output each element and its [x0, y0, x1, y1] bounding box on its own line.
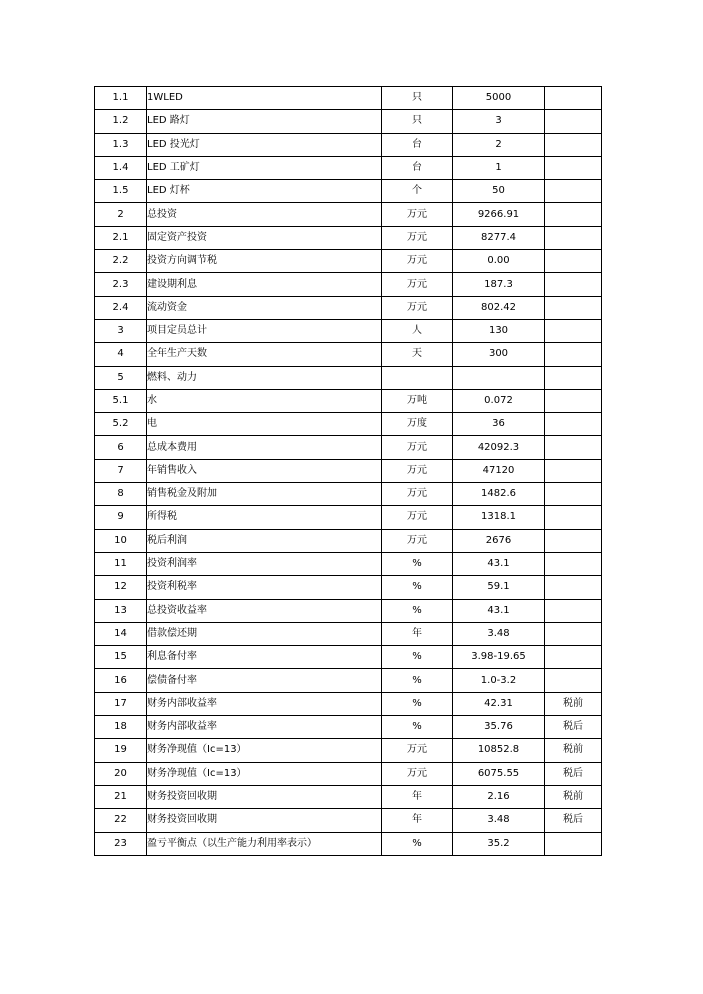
note-cell: 税后: [545, 762, 602, 785]
table-row: [95, 436, 602, 459]
item-name-cell: 建设期利息: [147, 273, 382, 296]
note-cell: [545, 226, 602, 249]
unit-cell: %: [382, 576, 453, 599]
note-cell: [545, 413, 602, 436]
note-cell: [545, 832, 602, 855]
value-cell: 35.76: [453, 716, 545, 739]
table-row: [95, 669, 602, 692]
value-cell: 0.00: [453, 250, 545, 273]
row-number-cell: 1.5: [95, 180, 147, 203]
unit-cell: 万元: [382, 436, 453, 459]
note-cell: 税前: [545, 785, 602, 808]
table-row: [95, 506, 602, 529]
note-cell: [545, 156, 602, 179]
unit-cell: %: [382, 552, 453, 575]
unit-cell: 万度: [382, 413, 453, 436]
unit-cell: 万元: [382, 226, 453, 249]
item-name-cell: 财务投资回收期: [147, 809, 382, 832]
value-cell: 3.48: [453, 809, 545, 832]
table-row: [95, 273, 602, 296]
row-number-cell: 7: [95, 459, 147, 482]
unit-cell: 只: [382, 87, 453, 110]
row-number-cell: 2.1: [95, 226, 147, 249]
table-row: [95, 296, 602, 319]
unit-cell: 人: [382, 319, 453, 342]
note-cell: [545, 250, 602, 273]
table-row: [95, 646, 602, 669]
value-cell: 802.42: [453, 296, 545, 319]
item-name-cell: 总成本费用: [147, 436, 382, 459]
value-cell: 5000: [453, 87, 545, 110]
unit-cell: 天: [382, 343, 453, 366]
row-number-cell: 13: [95, 599, 147, 622]
value-cell: 1318.1: [453, 506, 545, 529]
table-row: [95, 692, 602, 715]
row-number-cell: 8: [95, 483, 147, 506]
value-cell: 50: [453, 180, 545, 203]
table-row: [95, 343, 602, 366]
unit-cell: 只: [382, 110, 453, 133]
table-row: [95, 762, 602, 785]
row-number-cell: 1.4: [95, 156, 147, 179]
table-row: [95, 785, 602, 808]
value-cell: 42092.3: [453, 436, 545, 459]
table-row: [95, 529, 602, 552]
note-cell: [545, 366, 602, 389]
row-number-cell: 9: [95, 506, 147, 529]
row-number-cell: 17: [95, 692, 147, 715]
table-row: [95, 366, 602, 389]
note-cell: 税后: [545, 716, 602, 739]
table-row: [95, 413, 602, 436]
note-cell: 税前: [545, 739, 602, 762]
value-cell: 36: [453, 413, 545, 436]
row-number-cell: 18: [95, 716, 147, 739]
value-cell: 2: [453, 133, 545, 156]
table-row: [95, 226, 602, 249]
unit-cell: 年: [382, 785, 453, 808]
row-number-cell: 1.2: [95, 110, 147, 133]
table-row: [95, 180, 602, 203]
unit-cell: %: [382, 646, 453, 669]
note-cell: [545, 436, 602, 459]
note-cell: 税前: [545, 692, 602, 715]
row-number-cell: 12: [95, 576, 147, 599]
row-number-cell: 1.1: [95, 87, 147, 110]
row-number-cell: 6: [95, 436, 147, 459]
row-number-cell: 22: [95, 809, 147, 832]
unit-cell: 万元: [382, 273, 453, 296]
table-row: [95, 87, 602, 110]
row-number-cell: 5: [95, 366, 147, 389]
note-cell: [545, 296, 602, 319]
row-number-cell: 3: [95, 319, 147, 342]
unit-cell: 万元: [382, 506, 453, 529]
item-name-cell: LED 灯杯: [147, 180, 382, 203]
item-name-cell: 财务投资回收期: [147, 785, 382, 808]
note-cell: [545, 273, 602, 296]
value-cell: 130: [453, 319, 545, 342]
note-cell: [545, 622, 602, 645]
note-cell: [545, 343, 602, 366]
unit-cell: 年: [382, 622, 453, 645]
row-number-cell: 5.2: [95, 413, 147, 436]
note-cell: [545, 180, 602, 203]
item-name-cell: 1WLED: [147, 87, 382, 110]
value-cell: 2676: [453, 529, 545, 552]
item-name-cell: 盈亏平衡点（以生产能力利用率表示）: [147, 832, 382, 855]
value-cell: 0.072: [453, 389, 545, 412]
unit-cell: %: [382, 692, 453, 715]
unit-cell: 万元: [382, 762, 453, 785]
note-cell: [545, 389, 602, 412]
unit-cell: 万元: [382, 483, 453, 506]
table-row: [95, 203, 602, 226]
unit-cell: 万元: [382, 203, 453, 226]
value-cell: 3.48: [453, 622, 545, 645]
unit-cell: %: [382, 599, 453, 622]
note-cell: [545, 646, 602, 669]
item-name-cell: 税后利润: [147, 529, 382, 552]
table-row: [95, 110, 602, 133]
row-number-cell: 23: [95, 832, 147, 855]
table-row: [95, 809, 602, 832]
note-cell: [545, 87, 602, 110]
value-cell: 8277.4: [453, 226, 545, 249]
unit-cell: [382, 366, 453, 389]
row-number-cell: 2.2: [95, 250, 147, 273]
item-name-cell: 所得税: [147, 506, 382, 529]
table-row: [95, 599, 602, 622]
row-number-cell: 21: [95, 785, 147, 808]
note-cell: 税后: [545, 809, 602, 832]
note-cell: [545, 319, 602, 342]
unit-cell: %: [382, 669, 453, 692]
row-number-cell: 2: [95, 203, 147, 226]
table-row: [95, 389, 602, 412]
table-row: [95, 576, 602, 599]
table-row: [95, 622, 602, 645]
value-cell: 42.31: [453, 692, 545, 715]
value-cell: 187.3: [453, 273, 545, 296]
item-name-cell: 利息备付率: [147, 646, 382, 669]
unit-cell: 万吨: [382, 389, 453, 412]
value-cell: 10852.8: [453, 739, 545, 762]
unit-cell: 台: [382, 156, 453, 179]
note-cell: [545, 483, 602, 506]
table-row: [95, 739, 602, 762]
row-number-cell: 16: [95, 669, 147, 692]
row-number-cell: 14: [95, 622, 147, 645]
table-row: [95, 552, 602, 575]
note-cell: [545, 669, 602, 692]
row-number-cell: 2.4: [95, 296, 147, 319]
row-number-cell: 15: [95, 646, 147, 669]
row-number-cell: 19: [95, 739, 147, 762]
unit-cell: 年: [382, 809, 453, 832]
item-name-cell: 财务内部收益率: [147, 716, 382, 739]
item-name-cell: 借款偿还期: [147, 622, 382, 645]
item-name-cell: LED 路灯: [147, 110, 382, 133]
value-cell: 47120: [453, 459, 545, 482]
table-row: [95, 156, 602, 179]
unit-cell: 万元: [382, 250, 453, 273]
item-name-cell: 电: [147, 413, 382, 436]
item-name-cell: 销售税金及附加: [147, 483, 382, 506]
unit-cell: 万元: [382, 529, 453, 552]
item-name-cell: 固定资产投资: [147, 226, 382, 249]
note-cell: [545, 576, 602, 599]
note-cell: [545, 506, 602, 529]
table-row: [95, 716, 602, 739]
row-number-cell: 10: [95, 529, 147, 552]
value-cell: 43.1: [453, 599, 545, 622]
row-number-cell: 1.3: [95, 133, 147, 156]
row-number-cell: 11: [95, 552, 147, 575]
value-cell: 1: [453, 156, 545, 179]
item-name-cell: 燃料、动力: [147, 366, 382, 389]
unit-cell: 万元: [382, 296, 453, 319]
row-number-cell: 4: [95, 343, 147, 366]
note-cell: [545, 529, 602, 552]
unit-cell: 台: [382, 133, 453, 156]
item-name-cell: LED 投光灯: [147, 133, 382, 156]
item-name-cell: 全年生产天数: [147, 343, 382, 366]
note-cell: [545, 459, 602, 482]
item-name-cell: 项目定员总计: [147, 319, 382, 342]
row-number-cell: 2.3: [95, 273, 147, 296]
value-cell: 35.2: [453, 832, 545, 855]
table-row: [95, 319, 602, 342]
note-cell: [545, 599, 602, 622]
row-number-cell: 5.1: [95, 389, 147, 412]
value-cell: 1.0-3.2: [453, 669, 545, 692]
note-cell: [545, 552, 602, 575]
note-cell: [545, 110, 602, 133]
economic-indicators-table: [94, 86, 602, 856]
item-name-cell: 投资利润率: [147, 552, 382, 575]
table-row: [95, 250, 602, 273]
value-cell: 1482.6: [453, 483, 545, 506]
item-name-cell: 财务内部收益率: [147, 692, 382, 715]
value-cell: [453, 366, 545, 389]
table-body: [95, 87, 602, 856]
item-name-cell: LED 工矿灯: [147, 156, 382, 179]
item-name-cell: 年销售收入: [147, 459, 382, 482]
unit-cell: 万元: [382, 739, 453, 762]
unit-cell: %: [382, 716, 453, 739]
unit-cell: 个: [382, 180, 453, 203]
item-name-cell: 投资方向调节税: [147, 250, 382, 273]
value-cell: 59.1: [453, 576, 545, 599]
value-cell: 9266.91: [453, 203, 545, 226]
item-name-cell: 总投资收益率: [147, 599, 382, 622]
unit-cell: 万元: [382, 459, 453, 482]
note-cell: [545, 203, 602, 226]
value-cell: 2.16: [453, 785, 545, 808]
unit-cell: %: [382, 832, 453, 855]
value-cell: 43.1: [453, 552, 545, 575]
value-cell: 6075.55: [453, 762, 545, 785]
item-name-cell: 投资利税率: [147, 576, 382, 599]
table-row: [95, 459, 602, 482]
item-name-cell: 财务净现值（Ic=13）: [147, 739, 382, 762]
row-number-cell: 20: [95, 762, 147, 785]
value-cell: 3.98-19.65: [453, 646, 545, 669]
table-row: [95, 133, 602, 156]
table-row: [95, 483, 602, 506]
value-cell: 3: [453, 110, 545, 133]
item-name-cell: 财务净现值（Ic=13）: [147, 762, 382, 785]
item-name-cell: 偿债备付率: [147, 669, 382, 692]
item-name-cell: 水: [147, 389, 382, 412]
item-name-cell: 总投资: [147, 203, 382, 226]
value-cell: 300: [453, 343, 545, 366]
table-row: [95, 832, 602, 855]
item-name-cell: 流动资金: [147, 296, 382, 319]
note-cell: [545, 133, 602, 156]
